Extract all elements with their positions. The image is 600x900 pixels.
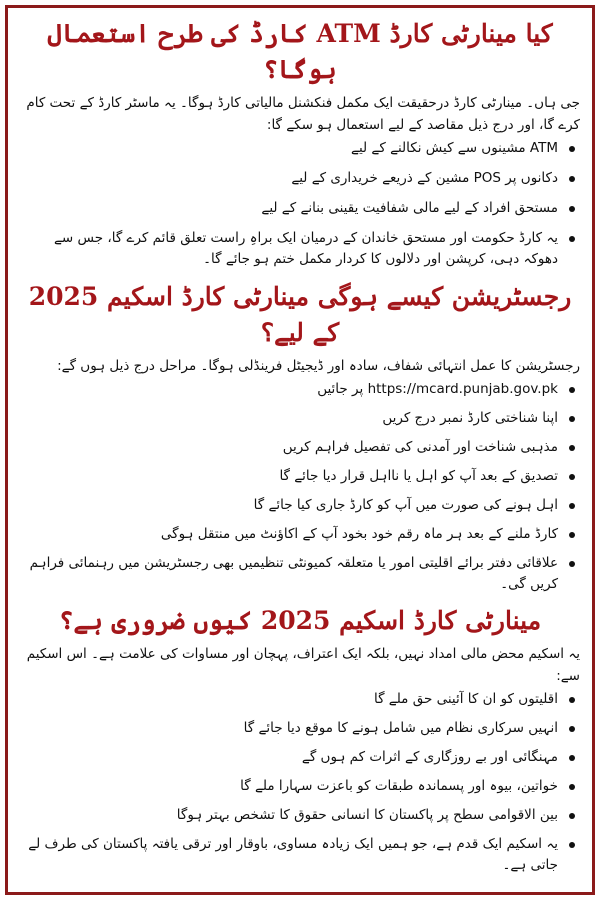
list-item: ATM مشینوں سے کیش نکالنے کے لیے (20, 138, 558, 159)
list-item: اپنا شناختی کارڈ نمبر درج کریں (20, 408, 558, 429)
section-why-necessary (20, 603, 580, 876)
bullet-list (20, 138, 580, 270)
list-item: مستحق افراد کے لیے مالی شفافیت یقینی بنانے کے لیے (20, 198, 558, 219)
article-body (8, 8, 592, 876)
list-item: مذہبی شناخت اور آمدنی کی تفصیل فراہم کریں (20, 437, 558, 458)
list-item: اقلیتوں کو ان کا آئینی حق ملے گا (20, 689, 558, 710)
article-frame (5, 5, 595, 895)
section-intro: رجسٹریشن کا عمل انتہائی شفاف، سادہ اور ڈیجیٹل فرینڈلی ہوگا۔ مراحل درج ذیل ہوں گے: (57, 358, 580, 374)
bullet-list (20, 689, 580, 876)
list-item: علاقائی دفتر برائے اقلیتی امور یا متعلقہ کمیونٹی تنظیمیں بھی رجسٹریشن میں رہنمائی فراہم کریں گی۔ (20, 553, 558, 595)
list-item: دکانوں پر POS مشین کے ذریعے خریداری کے لیے (20, 168, 558, 189)
list-item: مہنگائی اور بے روزگاری کے اثرات کم ہوں گے (20, 747, 558, 768)
list-item: بین الاقوامی سطح پر پاکستان کا انسانی حقوق کا تشخص بہتر ہوگا (20, 805, 558, 826)
section-registration (20, 279, 580, 595)
bullet-list (20, 379, 580, 595)
list-item: خواتین، بیوہ اور پسماندہ طبقات کو باعزت سہارا ملے گا (20, 776, 558, 797)
list-item: اہل ہونے کی صورت میں آپ کو کارڈ جاری کیا جائے گا (20, 495, 558, 516)
list-item: انہیں سرکاری نظام میں شامل ہونے کا موقع دیا جائے گا (20, 718, 558, 739)
section-heading: کیا مینارٹی کارڈ ATM کارڈ کی طرح استعمال ہوگا؟ (47, 19, 553, 84)
list-item: تصدیق کے بعد آپ کو اہل یا نااہل قرار دیا جائے گا (20, 466, 558, 487)
list-item-website-link[interactable]: https://mcard.punjab.gov.pk پر جائیں (20, 379, 558, 400)
section-heading: رجسٹریشن کیسے ہوگی مینارٹی کارڈ اسکیم 2025 کے لیے؟ (28, 282, 572, 347)
section-intro: یہ اسکیم محض مالی امداد نہیں، بلکہ ایک اعتراف، پہچان اور مساوات کی علامت ہے۔ اس اسکیم سے: (26, 646, 580, 684)
list-item: کارڈ ملنے کے بعد ہر ماہ رقم خود بخود آپ کے اکاؤنٹ میں منتقل ہوگی (20, 524, 558, 545)
list-item: یہ کارڈ حکومت اور مستحق خاندان کے درمیان ایک براہِ راست تعلق قائم کرے گا، جس سے دھوکہ دہی، کرپشن اور دلالوں کا کردار مکمل ختم ہو جائے گا۔ (20, 228, 558, 270)
section-heading: مینارٹی کارڈ اسکیم 2025 کیوں ضروری ہے؟ (58, 606, 542, 635)
list-item: یہ اسکیم ایک قدم ہے، جو ہمیں ایک زیادہ مساوی، باوقار اور ترقی یافتہ پاکستان کی طرف لے جاتی ہے۔ (20, 834, 558, 876)
section-atm-usage (20, 16, 580, 270)
section-intro: جی ہاں۔ مینارٹی کارڈ درحقیقت ایک مکمل فنکشنل مالیاتی کارڈ ہوگا۔ یہ ماسٹر کارڈ کے تحت کام کرے گا، اور درج ذیل مقاصد کے لیے استعمال ہو سکے گا: (26, 95, 580, 133)
